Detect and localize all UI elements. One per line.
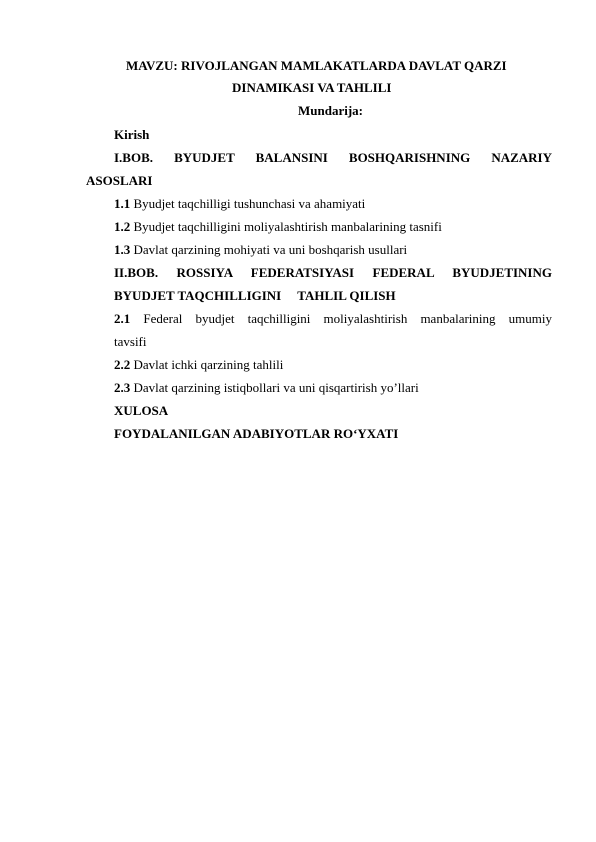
toc-item-text: Byudjet taqchilligini moliyalashtirish manbalarining tasnifi [130, 219, 442, 234]
title-line-2: DINAMIKASI VA TAHLILI [232, 80, 392, 95]
toc-item-2-3 [114, 380, 419, 396]
toc-item-number: 1.1 [114, 196, 131, 211]
toc-item-text: Byudjet taqchilligi tushunchasi va ahamiyati [130, 196, 366, 211]
toc-item-text: Davlat qarzining mohiyati va uni boshqarish usullari [130, 242, 408, 257]
toc-item-number: 2.2 [114, 357, 131, 372]
toc-chapter2-line1: II.BOB. ROSSIYA FEDERATSIYASI FEDERAL BYUDJETINING [114, 265, 552, 280]
title-line-1: MAVZU: RIVOJLANGAN MAMLAKATLARDA DAVLAT QARZI [126, 58, 507, 73]
toc-chapter1-line1: I.BOB. BYUDJET BALANSINI BOSHQARISHNING NAZARIY [114, 150, 552, 165]
toc-item-1-1 [114, 196, 365, 212]
toc-item-number: 1.3 [114, 242, 131, 257]
toc-item-2-1-line2: tavsifi [114, 334, 147, 349]
toc-chapter1-line2: ASOSLARI [86, 173, 153, 188]
contents-heading: Mundarija: [298, 103, 363, 118]
toc-item-2-2 [114, 357, 283, 373]
toc-item-number: 2.3 [114, 380, 131, 395]
toc-item-number: 2.1 [114, 311, 131, 326]
toc-item-number: 1.2 [114, 219, 131, 234]
toc-item-1-2 [114, 219, 442, 235]
toc-item-text: Davlat qarzining istiqbollari va uni qisqartirish yo’llari [130, 380, 419, 395]
toc-intro: Kirish [114, 127, 150, 142]
toc-item-2-1-line1 [114, 311, 552, 327]
toc-item-text: Davlat ichki qarzining tahlili [130, 357, 284, 372]
toc-conclusion: XULOSA [114, 403, 169, 418]
toc-chapter2-line2: BYUDJET TAQCHILLIGINI TAHLIL QILISH [114, 288, 396, 303]
toc-references: FOYDALANILGAN ADABIYOTLAR RO‘YXATI [114, 426, 399, 441]
toc-item-text: Federal byudjet taqchilligini moliyalashtirish manbalarining umumiy [130, 311, 552, 326]
toc-item-1-3 [114, 242, 407, 258]
